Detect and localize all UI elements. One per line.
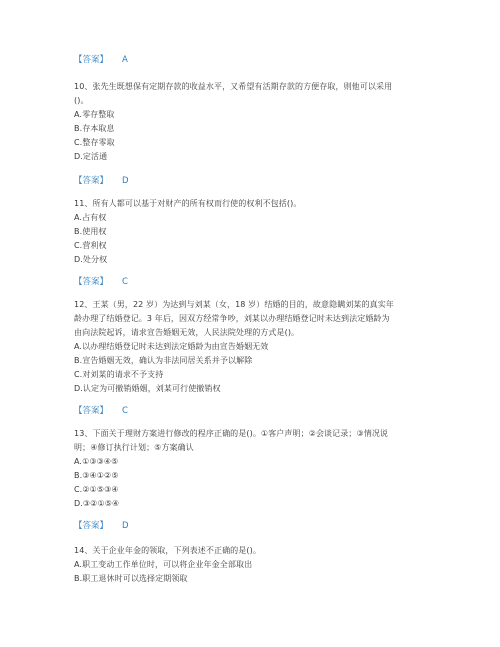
option-c: C.对刘某的请求不予支持 bbox=[74, 370, 164, 379]
question-text: 12、王某（男，22 岁）为达到与刘某（女，18 岁）结婚的目的，故意隐瞒刘某的真实年 bbox=[74, 300, 394, 309]
option-b: B.宣告婚姻无效，确认为非法同居关系并予以解除 bbox=[74, 356, 253, 365]
option-b: B.使用权 bbox=[74, 227, 107, 236]
answer-label: 【答案】 bbox=[74, 277, 109, 287]
option-c: C.②①⑤③④ bbox=[74, 485, 119, 494]
question-text: 由向法院起诉，请求宣告婚姻无效，人民法院处理的方式是()。 bbox=[74, 328, 300, 337]
answer-line bbox=[74, 55, 128, 66]
question-text: 14、关于企业年金的领取，下列表述不正确的是()。 bbox=[74, 546, 261, 555]
option-d: D.③②①⑤④ bbox=[74, 499, 120, 508]
option-a: A.①③③④⑤ bbox=[74, 457, 119, 466]
option-b: B.③④①②⑤ bbox=[74, 471, 119, 480]
answer-label: 【答案】 bbox=[74, 406, 109, 416]
option-c: C.营利权 bbox=[74, 241, 107, 250]
question-text: 11、所有人都可以基于对财产的所有权而行使的权利不包括()。 bbox=[74, 199, 302, 208]
answer-label: 【答案】 bbox=[74, 521, 109, 531]
question-text: 10、张先生既想保有定期存款的收益水平，又希望有活期存款的方便存取，则他可以采用 bbox=[74, 82, 393, 91]
answer-value: D bbox=[122, 521, 129, 531]
question-text: ()。 bbox=[74, 96, 89, 105]
option-a: A.零存整取 bbox=[74, 110, 115, 119]
option-d: D.认定为可撤销婚姻，刘某可行使撤销权 bbox=[74, 384, 221, 393]
option-c: C.整存零取 bbox=[74, 138, 115, 147]
option-b: B.职工退休时可以选择定期领取 bbox=[74, 574, 188, 583]
answer-line bbox=[74, 176, 129, 187]
answer-line bbox=[74, 521, 129, 532]
option-d: D.定活通 bbox=[74, 152, 108, 161]
option-a: A.占有权 bbox=[74, 213, 107, 222]
option-d: D.处分权 bbox=[74, 255, 108, 264]
answer-line bbox=[74, 277, 128, 288]
answer-value: D bbox=[122, 176, 129, 186]
question-text: 龄办理了结婚登记。3 年后，因双方经常争吵，刘某以办理结婚登记时未达到法定婚龄为 bbox=[74, 314, 390, 323]
question-text: 13、下面关于理财方案进行修改的程序正确的是()。①客户声明；②会谈记录；③情况说 bbox=[74, 429, 389, 438]
option-a: A.职工变动工作单位时，可以将企业年金全部取出 bbox=[74, 560, 253, 569]
answer-line bbox=[74, 406, 128, 417]
option-a: A.以办理结婚登记时未达到法定婚龄为由宣告婚姻无效 bbox=[74, 342, 269, 351]
answer-value: C bbox=[122, 406, 128, 416]
answer-value: C bbox=[122, 277, 128, 287]
question-text: 明；④修订执行计划；⑤方案确认 bbox=[74, 443, 194, 452]
answer-label: 【答案】 bbox=[74, 55, 109, 65]
answer-value: A bbox=[122, 55, 128, 65]
option-b: B.存本取息 bbox=[74, 124, 115, 133]
answer-label: 【答案】 bbox=[74, 176, 109, 186]
